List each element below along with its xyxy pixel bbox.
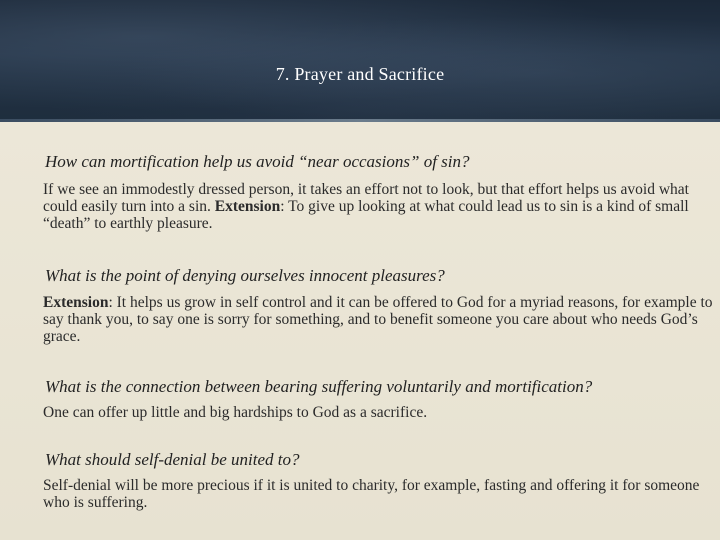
answer-4: Self-denial will be more precious if it is united to charity, for example, fasting and offering it for someone who is suffering. bbox=[43, 477, 700, 511]
question-2: What is the point of denying ourselves innocent pleasures? bbox=[45, 266, 445, 285]
answer-2-extension-text: : It helps us grow in self control and it can be offered to God for a myriad reasons, for example to say thank you, to say one is sorry for something, and to benefit someone you care about who needs God’s grace. bbox=[43, 294, 713, 345]
answer-1-extension-text: : To give up looking at what could lead us to sin is a kind of small “death” to earthly pleasure. bbox=[43, 198, 689, 232]
answer-1 bbox=[43, 181, 715, 232]
content-area bbox=[0, 122, 720, 540]
answer-1-extension-label: Extension bbox=[214, 198, 281, 215]
question-1: How can mortification help us avoid “near occasions” of sin? bbox=[45, 152, 470, 171]
question-3: What is the connection between bearing suffering voluntarily and mortification? bbox=[45, 377, 593, 396]
slide-title: 7. Prayer and Sacrifice bbox=[275, 64, 445, 84]
answer-2-extension-label: Extension bbox=[43, 294, 109, 311]
answer-3: One can offer up little and big hardships to God as a sacrifice. bbox=[43, 404, 428, 421]
answer-1-text: If we see an immodestly dressed person, it takes an effort not to look, but that effort helps us avoid what could easily turn into a sin. bbox=[43, 181, 689, 215]
title-banner bbox=[0, 0, 720, 122]
question-4: What should self-denial be united to? bbox=[45, 450, 300, 469]
answer-2 bbox=[43, 294, 715, 345]
